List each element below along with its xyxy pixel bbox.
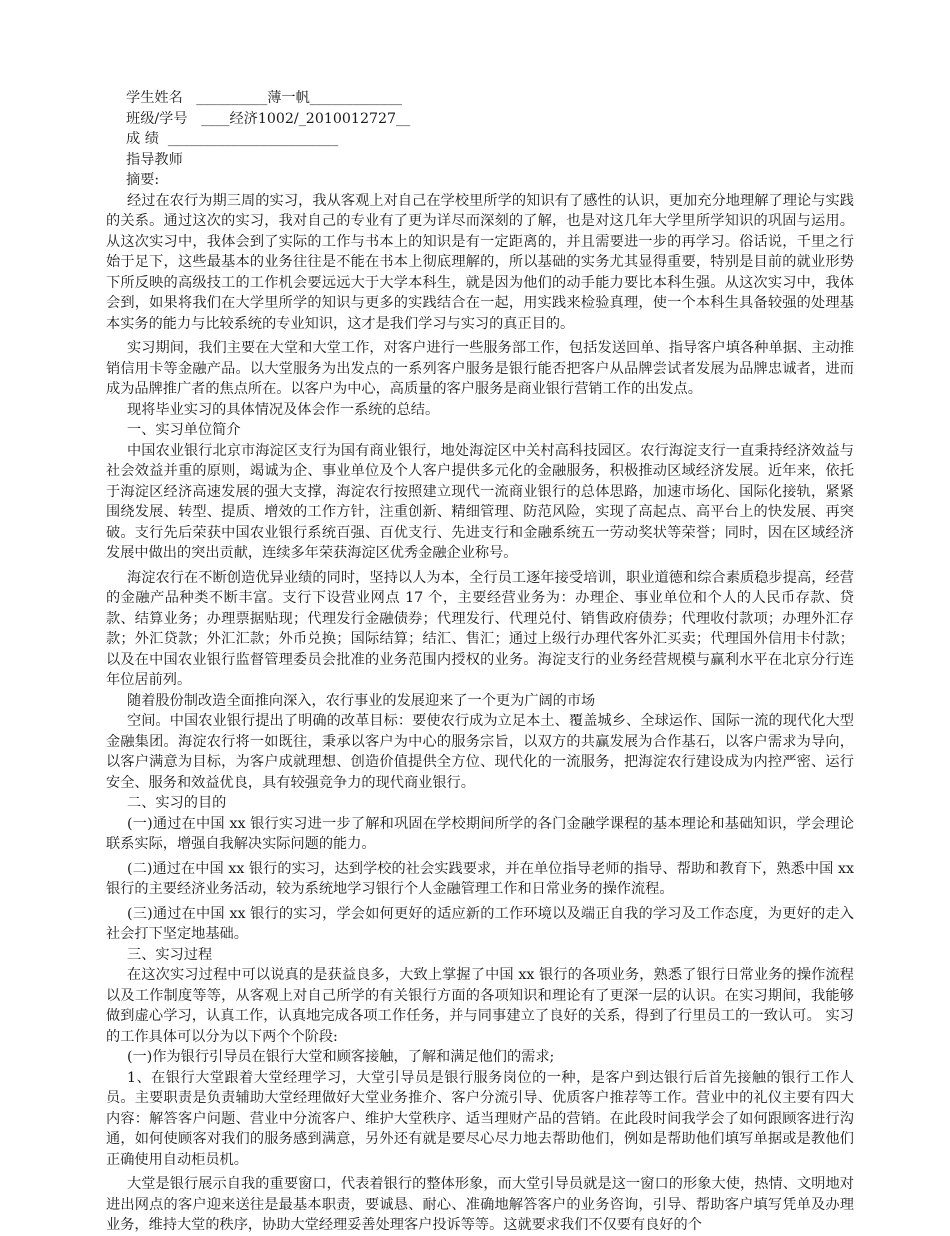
section-1-paragraph-2: 海淀农行在不断创造优异业绩的同时，坚持以人为本，全行员工逐年接受培训，职业道德和综合素质稳步提高，经营的金融产品种类不断丰富。支行下设营业网点 17 个，主要经营业务为：办理企、事业单位和个人的人民币存款、贷款、结算业务；办理票据贴现；代理发行金融债券；代理发行、代理兑付、销售政府债券；代理收付款项；办理外汇存款；外汇贷款；外汇汇款；外币兑换；国际结算；结汇、售汇；通过上级行办理代客外汇买卖；代理国外信用卡付款；以及在中国农业银行监督管理委员会批准的业务范围内授权的业务。海淀支行的业务经营规模与赢利水平在北京分行连年位居前列。 — [106, 569, 854, 688]
section-3-heading: 三、实习过程 — [127, 946, 213, 963]
section-2-paragraph-3: (三)通过在中国 xx 银行的实习，学会如何更好的适应新的工作环境以及端正自我的学习及工作态度，为更好的走入社会打下坚定地基础。 — [106, 905, 854, 942]
grade-value: ________________________ — [167, 131, 339, 147]
section-2-paragraph-2: (二)通过在中国 xx 银行的实习，达到学校的社会实践要求，并在单位指导老师的指导、帮助和教育下，熟悉中国 xx 银行的主要经济业务活动，较为系统地学习银行个人金融管理工作和日常业务的操作流程。 — [106, 860, 854, 897]
section-1-paragraph-1: 中国农业银行北京市海淀区支行为国有商业银行，地处海淀区中关村高科技园区。农行海淀支行一直秉持经济效益与社会效益并重的原则，竭诚为企、事业单位及个人客户提供多元化的金融服务，积极推动区域经济发展。近年来，依托于海淀区经济高速发展的强大支撑，海淀农行按照建立现代一流商业银行的总体思路，加速市场化、国际化接轨，紧紧围绕发展、转型、提质、增效的工作方针，注重创新、精细管理、防范风险，实现了高起点、高平台上的快发展、再突破。支行先后荣获中国农业银行系统百强、百优支行、先进支行和金融系统五一劳动奖状等荣誉；同时，因在区域经济发展中做出的突出贡献，连续多年荣获海淀区优秀金融企业称号。 — [106, 442, 854, 561]
student-name-value: __________薄一帆_____________ — [196, 90, 403, 106]
section-3-paragraph-2: (一)作为银行引导员在银行大堂和顾客接触，了解和满足他们的需求; — [127, 1049, 555, 1065]
section-3-paragraph-4: 大堂是银行展示自我的重要窗口，代表着银行的整体形象，而大堂引导员就是这一窗口的形象大使，热情、文明地对进出网点的客户迎来送往是最基本职责，要诚恳、耐心、准确地解答客户的业务咨询，引导、帮助客户填写凭单及办理业务，维持大堂的秩序，协助大堂经理妥善处理客户投诉等等。这就要求我们不仅要有良好的个 — [106, 1176, 854, 1233]
grade-label: 成 绩 — [126, 131, 159, 147]
class-id-value: ____经济1002/_2010012727__ — [201, 110, 411, 127]
section-2-paragraph-1: (一)通过在中国 xx 银行实习进一步了解和巩固在学校期间所学的各门金融学课程的基本理论和基础知识，学会理论联系实际，增强自我解决实际问题的能力。 — [106, 815, 854, 852]
document-body — [106, 88, 854, 1236]
section-1-paragraph-3: 随着股份制改造全面推向深入，农行事业的发展迎来了一个更为广阔的市场 — [127, 692, 596, 709]
advisor-label: 指导教师 — [126, 151, 183, 168]
student-name-row — [106, 88, 854, 109]
abstract-paragraph-3: 现将毕业实习的具体情况及体会作一系统的总结。 — [127, 401, 440, 418]
advisor-row — [106, 150, 854, 171]
abstract-paragraph-2: 实习期间，我们主要在大堂和大堂工作，对客户进行一些服务部工作，包括发送回单、指导客户填各种单据、主动推销信用卡等金融产品。以大堂服务为出发点的一系列客户服务是银行能否把客户从品牌尝试者发展为品牌忠诚者，进而成为品牌推广者的焦点所在。以客户为中心，高质量的客户服务是商业银行营销工作的出发点。 — [106, 340, 854, 397]
grade-row — [106, 129, 854, 150]
class-id-label: 班级/学号 — [126, 110, 188, 127]
section-3-paragraph-1: 在这次实习过程中可以说真的是获益良多，大致上掌握了中国 xx 银行的各项业务，熟悉了银行日常业务的操作流程以及工作制度等等，从客观上对自己所学的有关银行方面的各项知识和理论有了更深一层的认识。在实习期间，我能够做到虚心学习，认真工作，认真地完成各项工作任务，并与同事建立了良好的关系，得到了行里员工的一致认可。 实习的工作具体可以分为以下两个个阶段: — [106, 967, 854, 1045]
abstract-paragraph-1: 经过在农行为期三周的实习，我从客观上对自己在学校里所学的知识有了感性的认识，更加充分地理解了理论与实践的关系。通过这次的实习，我对自己的专业有了更为详尽而深刻的了解，也是对这几年大学里所学知识的巩固与运用。从这次实习中，我体会到了实际的工作与书本上的知识是有一定距离的，并且需要进一步的再学习。俗话说，千里之行始于足下，这些最基本的业务往往是不能在书本上彻底理解的，所以基础的实务尤其显得重要，特别是目前的就业形势下所反映的高级技工的工作机会要远远大于大学本科生，就是因为他们的动手能力要比本科生强。从这次实习中，我体会到，如果将我们在大学里所学的知识与更多的实践结合在一起，用实践来检验真理，使一个本科生具备较强的处理基本实务的能力与比较系统的专业知识，这才是我们学习与实习的真正目的。 — [106, 192, 854, 332]
student-name-label: 学生姓名 — [126, 90, 183, 106]
section-3-paragraph-3: 1、在银行大堂跟着大堂经理学习，大堂引导员是银行服务岗位的一种，是客户到达银行后首先接触的银行工作人员。主要职责是负责辅助大堂经理做好大堂业务推介、客户分流引导、优质客户推荐等工作。营业中的礼仪主要有四大内容：解答客户问题、营业中分流客户、维护大堂秩序、适当理财产品的营销。在此段时间我学会了如何跟顾客进行沟通，如何使顾客对我们的服务感到满意，另外还有就是要尽心尽力地去帮助他们，例如是帮助他们填写单据或是教他们正确使用自动柜员机。 — [106, 1069, 854, 1168]
section-1-heading: 一、实习单位简介 — [127, 422, 241, 438]
section-2-heading: 二、实习的目的 — [127, 795, 227, 811]
section-1-paragraph-4: 空间。中国农业银行提出了明确的改革目标：要使农行成为立足本土、覆盖城乡、全球运作、国际一流的现代化大型金融集团。海淀农行将一如既往，秉承以客户为中心的服务宗旨，以双方的共赢发展为合作基石，以客户需求为导向，以客户满意为目标，为客户成就理想、创造价值提供全方位、现代化的一流服务，把海淀农行建设成为内控严密、运行安全、服务和效益优良，具有较强竞争力的现代商业银行。 — [106, 713, 854, 791]
class-id-row — [106, 109, 854, 130]
abstract-label: 摘要: — [126, 172, 160, 188]
